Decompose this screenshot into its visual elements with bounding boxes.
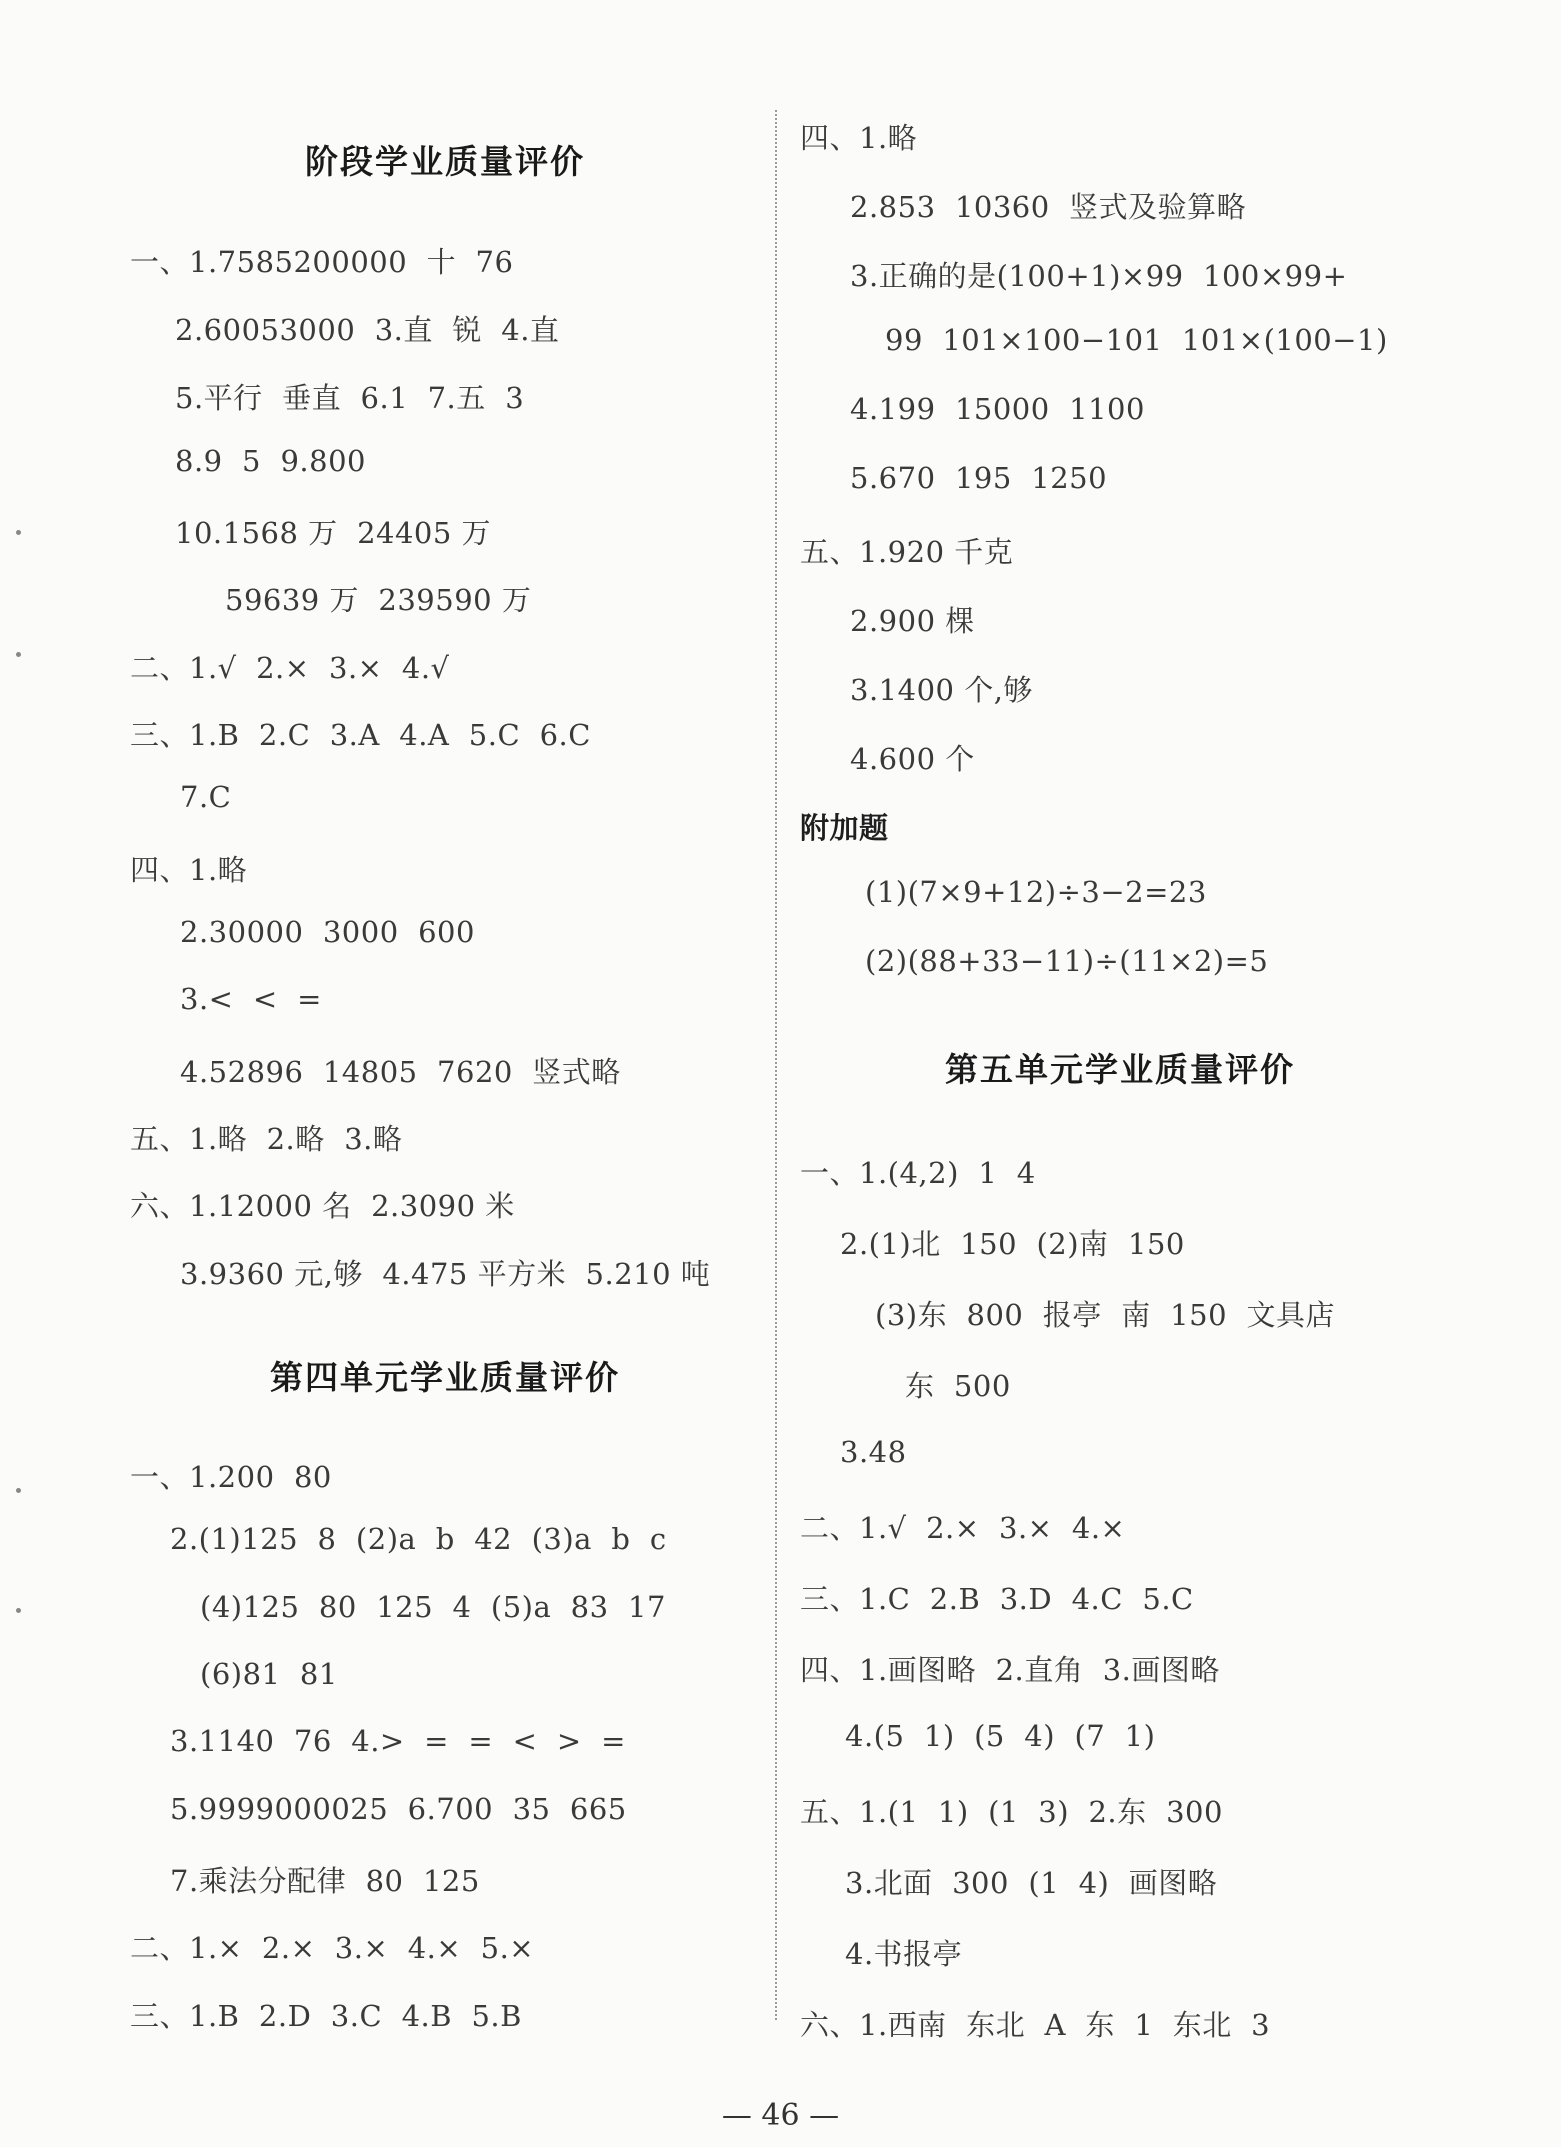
answer-line: 五、1.略 2.略 3.略 [130,1122,403,1156]
answer-line: 3.北面 300 (1 4) 画图略 [845,1866,1218,1900]
answer-line: 四、1.略 [800,121,918,155]
answer-line: 5.平行 垂直 6.1 7.五 3 [175,381,525,415]
answer-line: (3)东 800 报亭 南 150 文具店 [875,1298,1335,1332]
answer-line: 二、1.√ 2.× 3.× 4.× [800,1511,1126,1545]
answer-line: 4.600 个 [850,742,975,776]
answer-line: 3.1400 个,够 [850,673,1033,707]
answer-line: 东 500 [905,1369,1011,1403]
answer-line: 四、1.略 [130,853,248,887]
answer-line: 2.(1)北 150 (2)南 150 [840,1227,1185,1261]
bonus-heading: 附加题 [800,811,889,845]
answer-line: 六、1.西南 东北 A 东 1 东北 3 [800,2008,1271,2042]
section-heading: 第五单元学业质量评价 [945,1050,1295,1089]
answer-line: 4.199 15000 1100 [850,392,1145,426]
answer-line: 4.书报亭 [845,1937,963,1971]
answer-line: (4)125 80 125 4 (5)a 83 17 [200,1590,666,1624]
margin-mark [16,652,21,657]
answer-line: 2.900 棵 [850,604,975,638]
answer-line: 五、1.920 千克 [800,535,1014,569]
answer-line: 四、1.画图略 2.直角 3.画图略 [800,1653,1220,1687]
answer-line: 2.853 10360 竖式及验算略 [850,190,1247,224]
answer-line: 4.(5 1) (5 4) (7 1) [845,1719,1156,1753]
answer-line: 六、1.12000 名 2.3090 米 [130,1189,515,1223]
answer-line: 10.1568 万 24405 万 [175,516,492,550]
answer-line: 99 101×100−101 101×(100−1) [885,323,1388,357]
answer-line: 3.< < = [180,982,322,1016]
section-heading: 阶段学业质量评价 [305,142,585,181]
answer-line: 一、1.(4,2) 1 4 [800,1156,1036,1190]
answer-line: 4.52896 14805 7620 竖式略 [180,1055,621,1089]
answer-line: 59639 万 239590 万 [225,583,532,617]
answer-line: 3.1140 76 4.> = = < > = [170,1724,626,1758]
answer-line: 二、1.√ 2.× 3.× 4.√ [130,651,450,685]
answer-line: 7.乘法分配律 80 125 [170,1864,480,1898]
answer-line: 8.9 5 9.800 [175,444,366,478]
answer-line: 3.9360 元,够 4.475 平方米 5.210 吨 [180,1257,711,1291]
section-heading: 第四单元学业质量评价 [270,1358,620,1397]
answer-line: 3.48 [840,1435,907,1469]
answer-line: 3.正确的是(100+1)×99 100×99+ [850,259,1348,293]
margin-mark [16,1608,21,1613]
page-number: — 46 — [721,2098,840,2133]
answer-line: 2.(1)125 8 (2)a b 42 (3)a b c [170,1522,667,1556]
answer-line: 三、1.B 2.D 3.C 4.B 5.B [130,1999,522,2033]
column-divider [775,110,777,2020]
answer-line: 5.9999000025 6.700 35 665 [170,1792,627,1826]
answer-line: 5.670 195 1250 [850,461,1108,495]
answer-line: (2)(88+33−11)÷(11×2)=5 [865,944,1269,978]
answer-line: 三、1.C 2.B 3.D 4.C 5.C [800,1582,1194,1616]
answer-line: 2.30000 3000 600 [180,915,475,949]
answer-line: 7.C [180,780,232,814]
answer-line: 二、1.× 2.× 3.× 4.× 5.× [130,1931,535,1965]
answer-line: 一、1.200 80 [130,1460,332,1494]
answer-line: 2.60053000 3.直 锐 4.直 [175,313,560,347]
answer-line: 三、1.B 2.C 3.A 4.A 5.C 6.C [130,718,591,752]
answer-line: 一、1.7585200000 十 76 [130,245,514,279]
answer-line: 五、1.(1 1) (1 3) 2.东 300 [800,1795,1223,1829]
answer-line: (6)81 81 [200,1657,338,1691]
margin-mark [16,530,21,535]
margin-mark [16,1488,21,1493]
answer-line: (1)(7×9+12)÷3−2=23 [865,875,1207,909]
